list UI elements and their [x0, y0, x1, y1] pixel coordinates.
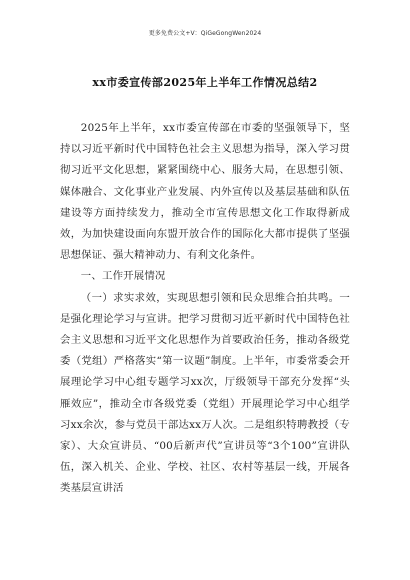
- document-title: xx市委宣传部2025年上半年工作情况总结2: [92, 76, 318, 89]
- header-note: 更多免费公文+V：QiGeGongWen2024: [148, 30, 262, 37]
- document-body: [60, 118, 350, 500]
- section-heading: 一、工作开展情况: [80, 270, 166, 283]
- intro-paragraph: 2025年上半年，xx市委宣传部在市委的坚强领导下，坚持以习近平新时代中国特色社会主义思想为指导，深入学习贯彻习近平文化思想，紧紧围绕中心、服务大局，在思想引领、媒体融合、文化事业产业发展、内外宣传以及基层基础和队伍建设等方面持续发力，推动全市宣传思想文化工作取得新成效，为加快建设面向东盟开放合作的国际化大都市提供了坚强思想保证、强大精神动力、有利文化条件。: [60, 122, 350, 262]
- body-paragraph: （一）求实求效，实现思想引领和民众思维合拍共鸣。一是强化理论学习与宣讲。把学习贯彻习近平新时代中国特色社会主义思想和习近平文化思想作为首要政治任务，推动各级党委（党组）严格落实“第一议题”制度。上半年，市委常委会开展理论学习中心组专题学习xx次，厅级领导干部充分发挥“头雁效应”，推动全市各级党委（党组）开展理论学习中心组学习xx余次，参与党员干部达xx万人次。二是组织特聘教授（专家）、大众宣讲员、“00后新声代”宣讲员等“3个100”宣讲队伍，深入机关、企业、学校、社区、农村等基层一线，开展各类基层宣讲活: [60, 291, 350, 495]
